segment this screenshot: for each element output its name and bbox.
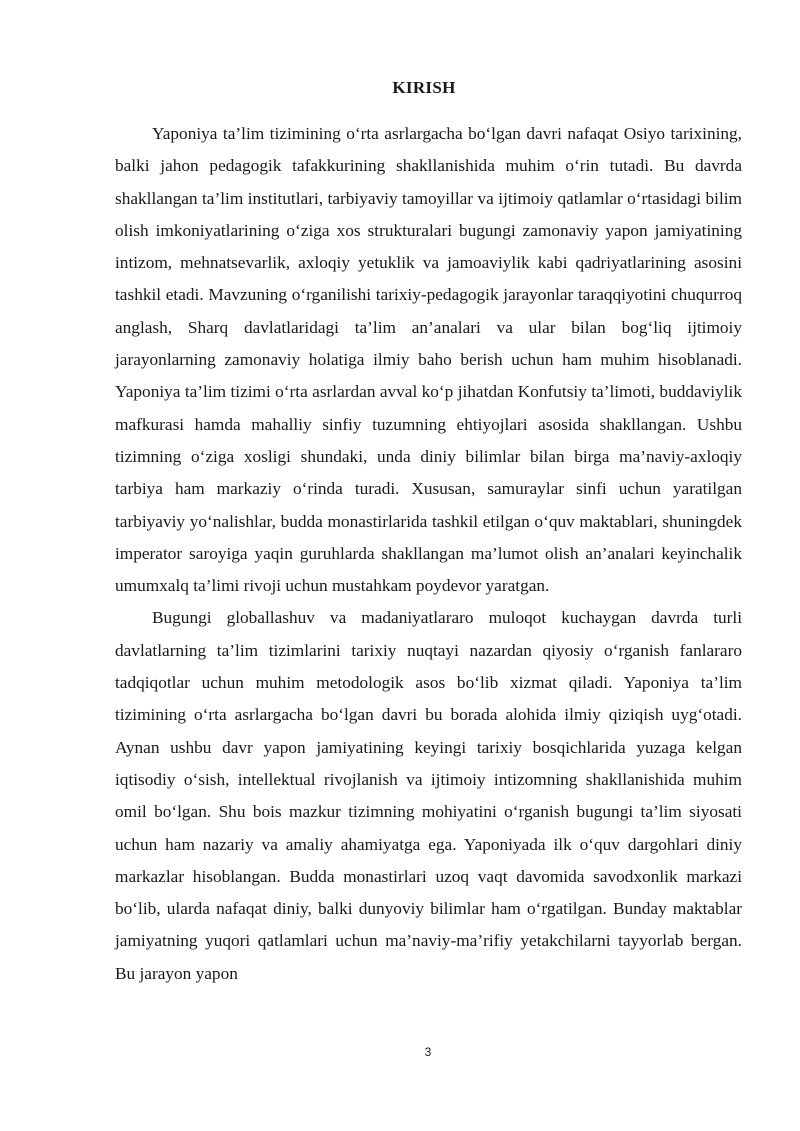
- page-number: 3: [424, 1045, 432, 1059]
- paragraph-2: Bugungi globallashuv va madaniyatlararo muloqot kuchaygan davrda turli davlatlarning ta’lim tizimlarini tarixiy nuqtayi nazardan qiyosiy o‘rganish fanlararo tadqiqotlar uchun muhim metodologik asos bo‘lib xizmat qiladi. Yaponiya ta’lim tizimining o‘rta asrlargacha bo‘lgan davri bu borada alohida ilmiy qiziqish uyg‘otadi. Aynan ushbu davr yapon jamiyatining keyingi tarixiy bosqichlarida yuzaga kelgan iqtisodiy o‘sish, intellektual rivojlanish va ijtimoiy intizomning shakllanishida muhim omil bo‘lgan. Shu bois mazkur tizimning mohiyatini o‘rganish bugungi ta’lim siyosati uchun ham nazariy va amaliy ahamiyatga ega. Yaponiyada ilk o‘quv dargohlari diniy markazlar hisoblangan. Budda monastirlari uzoq vaqt davomida savodxonlik markazi bo‘lib, ularda nafaqat diniy, balki dunyoviy bilimlar ham o‘rgatilgan. Bunday maktablar jamiyatning yuqori qatlamlari uchun ma’naviy-ma’rifiy yetakchilarni tayyorlab bergan. Bu jarayon yapon: [115, 608, 742, 983]
- section-heading: KIRISH: [392, 78, 456, 97]
- body-text: [115, 118, 742, 990]
- paragraph-1: Yaponiya ta’lim tizimining o‘rta asrlargacha bo‘lgan davri nafaqat Osiyo tarixining, balki jahon pedagogik tafakkurining shakllanishida muhim o‘rin tutadi. Bu davrda shakllangan ta’lim institutlari, tarbiyaviy tamoyillar va ijtimoiy qatlamlar o‘rtasidagi bilim olish imkoniyatlarining o‘ziga xos strukturalari bugungi zamonaviy yapon jamiyatining intizom, mehnatsevarlik, axloqiy yetuklik va jamoaviylik kabi qadriyatlarining asosini tashkil etadi. Mavzuning o‘rganilishi tarixiy-pedagogik jarayonlar taraqqiyotini chuqurroq anglash, Sharq davlatlaridagi ta’lim an’analari va ular bilan bog‘liq ijtimoiy jarayonlarning zamonaviy holatiga ilmiy baho berish uchun ham muhim hisoblanadi. Yaponiya ta’lim tizimi o‘rta asrlardan avval ko‘p jihatdan Konfutsiy ta’limoti, buddaviylik mafkurasi hamda mahalliy sinfiy tuzumning ehtiyojlari asosida shakllangan. Ushbu tizimning o‘ziga xosligi shundaki, unda diniy bilimlar bilan birga ma’naviy-axloqiy tarbiya ham markaziy o‘rinda turadi. Xususan, samuraylar sinfi uchun yaratilgan tarbiyaviy yo‘nalishlar, budda monastirlarida tashkil etilgan o‘quv maktablari, shuningdek imperator saroyiga yaqin guruhlarda shakllangan ma’lumot olish an’analari keyinchalik umumxalq ta’limi rivoji uchun mustahkam poydevor yaratgan.: [115, 124, 742, 596]
